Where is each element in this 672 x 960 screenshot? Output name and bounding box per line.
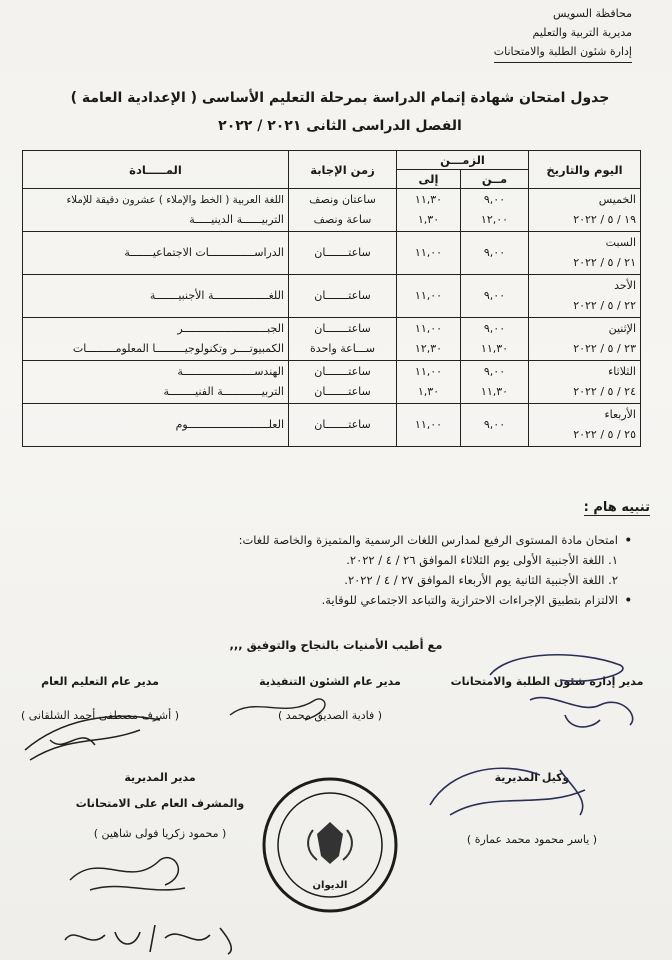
table-row: [23, 275, 641, 318]
table-row: [23, 404, 641, 447]
signature-director: مدير المديرية والمشرف العام على الامتحانات ( محمود زكريا فولى شاهين ): [75, 771, 245, 840]
handwritten-date-note: [60, 920, 250, 956]
official-stamp: [255, 770, 405, 920]
to-cell: ١١,٣٠ ١,٣٠: [397, 189, 461, 232]
signature-students-affairs: مدير إدارة شئون الطلبة والامتحانات: [450, 675, 644, 688]
header-time: الزمـــن: [397, 151, 529, 170]
handwritten-signature-deputy: [410, 760, 600, 830]
letterhead: [432, 4, 632, 63]
day-date-cell: السبت ٢١ / ٥ / ٢٠٢٢: [529, 232, 641, 275]
day-date-cell: الأحد ٢٢ / ٥ / ٢٠٢٢: [529, 275, 641, 318]
day-date-cell: الأربعاء ٢٥ / ٥ / ٢٠٢٢: [529, 404, 641, 447]
to-cell: ١١,٠٠ ١٢,٣٠: [397, 318, 461, 361]
signature-deputy: وكيل المديرية ( ياسر محمود محمد عمارة ): [466, 771, 598, 846]
duration-cell: ساعتـــــــان ساعتـــــــان: [289, 361, 397, 404]
subject-cell: الجبــــــــــــــــــــــــــر الكمبيوتــــر وتكنولوجيـــــــــا المعلومـــــــــات: [23, 318, 289, 361]
from-cell: ٩,٠٠ ١١,٣٠: [461, 318, 529, 361]
notice-heading: تنبيه هام :: [583, 500, 650, 515]
subject-cell: العلـــــــــــــــــــــــــوم: [23, 404, 289, 447]
notice-subitem: ٢. اللغة الأجنبية الثانية يوم الأربعاء الموافق ٢٧ / ٤ / ٢٠٢٢.: [344, 573, 618, 587]
governorate-name: محافظة السويس: [552, 7, 632, 20]
header-day-date: اليوم والتاريخ: [529, 151, 641, 189]
notice-item: • الالتزام بتطبيق الإجراءات الاحترازية والتباعد الاجتماعي للوقاية.: [32, 590, 632, 610]
signature-exec-affairs: مدير عام الشئون التنفيذية ( فادية الصديق محمد ): [259, 675, 401, 722]
to-cell: ١١,٠٠: [397, 275, 461, 318]
duration-cell: ساعتـــــــان ســـاعة واحدة: [289, 318, 397, 361]
from-cell: ٩,٠٠: [461, 404, 529, 447]
day-date-cell: الإثنين ٢٣ / ٥ / ٢٠٢٢: [529, 318, 641, 361]
day-date-cell: الخميس ١٩ / ٥ / ٢٠٢٢: [529, 189, 641, 232]
exam-schedule-table: [22, 150, 641, 447]
table-row: [23, 232, 641, 275]
handwritten-signature-students-affairs: [470, 645, 650, 735]
handwritten-signature-general-education: [20, 700, 180, 770]
notice-list: [32, 530, 632, 610]
from-cell: ٩,٠٠: [461, 232, 529, 275]
table-row: [23, 189, 641, 232]
document-title: جدول امتحان شهادة إتمام الدراسة بمرحلة التعليم الأساسى ( الإعدادية العامة ): [70, 90, 610, 106]
closing-wish: مع أطيب الأمنيات بالنجاح والتوفيق ,,,: [229, 638, 443, 652]
signature-general-education: مدير عام التعليم العام ( أشرف مصطفى أحمد الشلقانى ): [21, 675, 179, 722]
to-cell: ١١,٠٠: [397, 404, 461, 447]
from-cell: ٩,٠٠ ١١,٣٠: [461, 361, 529, 404]
header-to: إلى: [397, 170, 461, 189]
svg-text:الديوان: الديوان: [312, 880, 348, 891]
document-subtitle: الفصل الدراسى الثانى ٢٠٢١ / ٢٠٢٢: [218, 118, 462, 134]
from-cell: ٩,٠٠ ١٢,٠٠: [461, 189, 529, 232]
handwritten-signature-director: [60, 840, 200, 900]
day-date-cell: الثلاثاء ٢٤ / ٥ / ٢٠٢٢: [529, 361, 641, 404]
to-cell: ١١,٠٠: [397, 232, 461, 275]
subject-cell: اللغـــــــــــــــــة الأجنبيـــــــة: [23, 275, 289, 318]
office-name: إدارة شئون الطلبة والامتحانات: [494, 42, 632, 63]
subject-cell: اللغة العربية ( الخط والإملاء ) عشرون دقيقة للإملاء التربيــــــة الدينيـــــة: [23, 189, 289, 232]
duration-cell: ساعتـــــــان: [289, 404, 397, 447]
handwritten-signature-exec-affairs: [225, 690, 345, 730]
duration-cell: ساعتـــــــان: [289, 275, 397, 318]
notice-item: • امتحان مادة المستوى الرفيع لمدارس اللغات الرسمية والمتميزة والخاصة للغات:: [32, 530, 632, 550]
header-duration: زمن الإجابة: [289, 151, 397, 189]
duration-cell: ساعتان ونصف ساعة ونصف: [289, 189, 397, 232]
subject-cell: الدراســــــــــــــات الاجتماعيـــــــة: [23, 232, 289, 275]
to-cell: ١١,٠٠ ١,٣٠: [397, 361, 461, 404]
table-row: [23, 318, 641, 361]
header-from: مــن: [461, 170, 529, 189]
header-subject: المـــــادة: [23, 151, 289, 189]
subject-cell: الهندســــــــــــــــــــــة التربيــــــــــــة الفنيــــــــة: [23, 361, 289, 404]
from-cell: ٩,٠٠: [461, 275, 529, 318]
duration-cell: ساعتـــــــان: [289, 232, 397, 275]
directorate-name: مديرية التربية والتعليم: [532, 26, 632, 39]
notice-subitem: ١. اللغة الأجنبية الأولى يوم الثلاثاء الموافق ٢٦ / ٤ / ٢٠٢٢.: [346, 553, 618, 567]
table-row: [23, 361, 641, 404]
